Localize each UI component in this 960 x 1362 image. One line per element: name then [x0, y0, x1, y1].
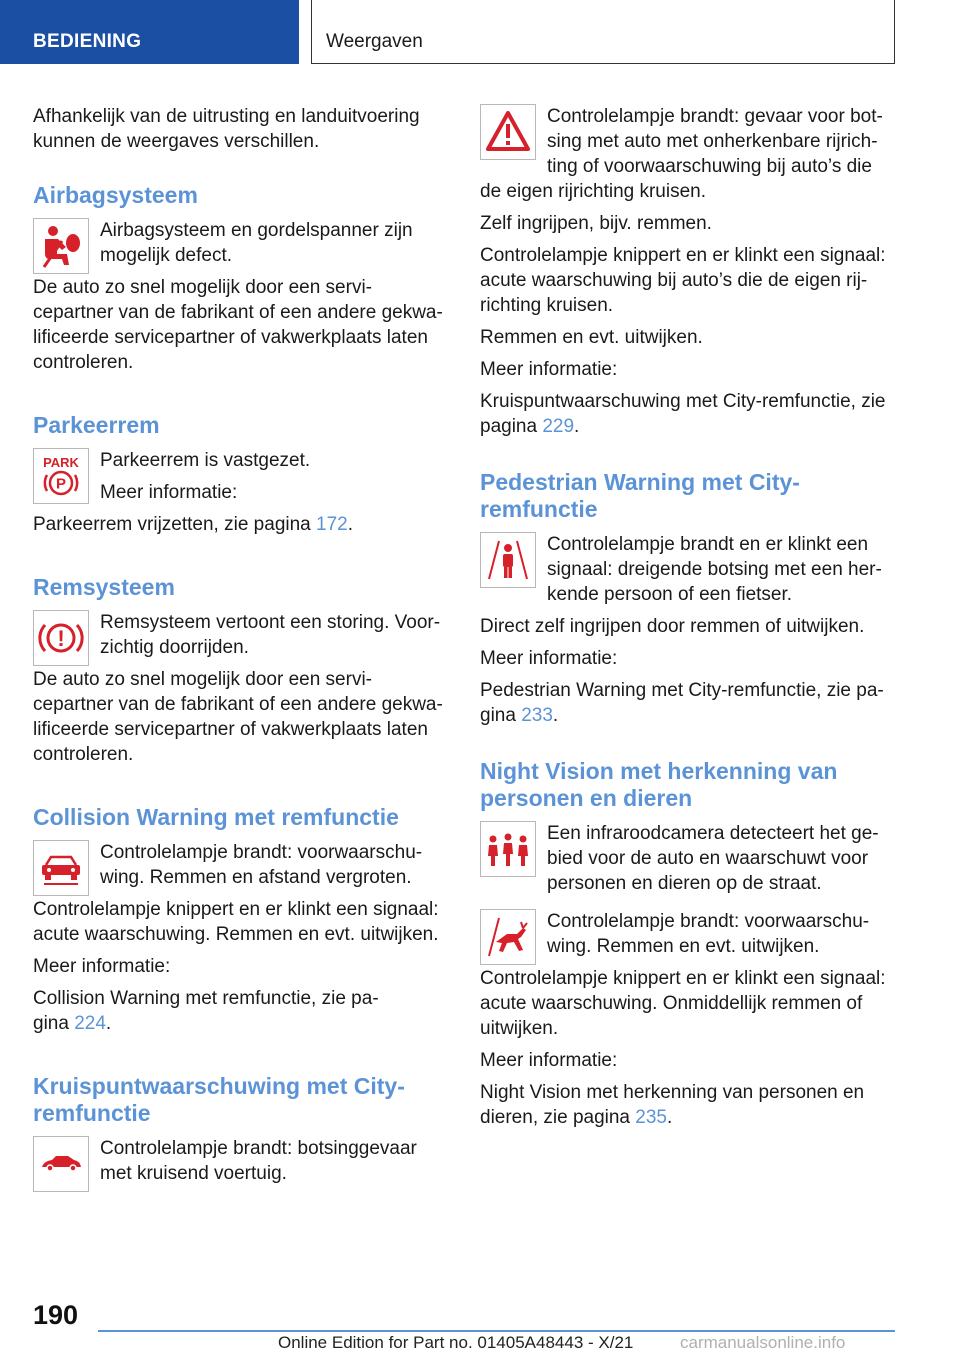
crossing-more: Meer informatie:: [480, 359, 618, 380]
collision-more: Meer informatie:: [33, 956, 171, 977]
warning-triangle-icon: [480, 104, 536, 160]
pedestrian-line2: Direct zelf ingrijpen door remmen of uitwijken.: [480, 616, 865, 637]
parking-line1: Parkeerrem is vastgezet.: [100, 450, 311, 471]
collision-ref: Collision Warning met remfunctie, zie pa- gina 224.: [33, 988, 379, 1034]
parking-ref-text: Parkeerrem vrijzetten, zie pagina: [33, 514, 317, 535]
heading-crossing: [33, 1073, 443, 1127]
page-link-229[interactable]: 229: [542, 416, 575, 437]
night-vision-persons-icon: [480, 821, 536, 877]
footer-edition: Online Edition for Part no. 01405A48443 - X/21: [278, 1333, 634, 1352]
intro-text: Afhankelijk van de uitrusting en landuitvoering kunnen de weergaves verschillen.: [33, 106, 420, 152]
pedestrian-ref: Pedestrian Warning met City-remfunctie, zie pa-gina 233.: [480, 680, 884, 726]
airbag-line1: Airbagsysteem en gordelspanner zijn mogelijk defect.: [100, 220, 413, 266]
night-block-1: [480, 821, 895, 903]
pedestrian-block: [480, 532, 895, 614]
parking-ref: Parkeerrem vrijzetten, zie pagina 172.: [33, 514, 353, 535]
brake-line1: Remsysteem vertoont een storing. Voor-zichtig doorrijden.: [100, 612, 441, 658]
page-link-235[interactable]: 235: [635, 1107, 667, 1128]
heading-pedestrian-b: remfunctie: [480, 496, 598, 522]
heading-pedestrian: [480, 469, 895, 523]
crossing-line4: Controlelampje knippert en er klinkt een signaal: acute waarschuwing bij auto’s die de eigen rij-richting kruisen.: [480, 245, 886, 316]
crossing-block-1: [33, 1136, 443, 1193]
heading-parking: Parkeerrem: [33, 412, 160, 438]
airbag-block: [33, 218, 443, 382]
crossing-line3: Zelf ingrijpen, bijv. remmen.: [480, 213, 712, 234]
night-ref-text: Night Vision met herkenning van personen en dieren, zie pagina: [480, 1082, 865, 1128]
collision-ref-text-a: Collision Warning met remfunctie, zie pa-: [33, 988, 379, 1009]
collision-line1: Controlelampje brandt: voorwaarschu-wing. Remmen en afstand vergroten.: [100, 842, 423, 888]
collision-ref-text-b: gina: [33, 1013, 75, 1034]
crossing-line5: Remmen en evt. uitwijken.: [480, 327, 703, 348]
night-vision-animal-icon: [480, 909, 536, 965]
crossing-ref: Kruispuntwaarschuwing met City-remfunctie, zie pagina 229.: [480, 391, 886, 437]
crossing-ref-text: Kruispuntwaarschuwing met City-remfunctie, zie pagina: [480, 391, 886, 437]
right-column: [480, 104, 895, 1137]
page-link-224[interactable]: 224: [74, 1013, 106, 1034]
pedestrian-more: Meer informatie:: [480, 648, 618, 669]
heading-collision: Collision Warning met remfunctie: [33, 804, 399, 830]
crossing-line1: Controlelampje brandt: botsinggevaar met kruisend voertuig.: [100, 1138, 417, 1184]
heading-crossing-a: Kruispuntwaarschuwing met City-: [33, 1073, 405, 1099]
pedestrian-ref-text: Pedestrian Warning met City-remfunctie, zie pa-gina: [480, 680, 884, 726]
page-number: 190: [33, 1300, 79, 1330]
night-line3: Controlelampje knippert en er klinkt een signaal: acute waarschuwing. Onmiddellijk remmen of uitwijken.: [480, 968, 886, 1039]
page-link-233[interactable]: 233: [521, 705, 553, 726]
section-tab: BEDIENING: [0, 0, 299, 64]
airbag-warning-icon: [33, 218, 89, 274]
page-link-172[interactable]: 172: [316, 514, 348, 535]
park-brake-icon: [33, 448, 89, 504]
night-more: Meer informatie:: [480, 1050, 618, 1071]
airbag-line2: De auto zo snel mogelijk door een servi-cepartner van de fabrikant of een andere gekwa-lificeerde servicepartner of vakwerkplaats laten controleren.: [33, 277, 443, 373]
chapter-title: Weergaven: [311, 0, 895, 64]
collision-car-icon: [33, 840, 89, 896]
night-ref: Night Vision met herkenning van personen en dieren, zie pagina 235.: [480, 1082, 865, 1128]
brake-icon-glyph: !: [57, 626, 65, 651]
parking-more: Meer informatie:: [100, 482, 238, 503]
left-column: [33, 104, 443, 1193]
parking-block: [33, 448, 443, 544]
pedestrian-icon: [480, 532, 536, 588]
footer-rule: [98, 1330, 895, 1332]
heading-pedestrian-a: Pedestrian Warning met City-: [480, 469, 800, 495]
night-line2: Controlelampje brandt: voorwaarschu-wing. Remmen en evt. uitwijken.: [547, 911, 870, 957]
heading-brake: Remsysteem: [33, 574, 175, 600]
crossing-car-icon: [33, 1136, 89, 1192]
heading-airbag: Airbagsysteem: [33, 182, 198, 208]
collision-block: [33, 840, 443, 1043]
park-icon-letter: P: [55, 475, 67, 493]
brake-warning-icon: [33, 610, 89, 666]
pedestrian-line1: Controlelampje brandt en er klinkt een signaal: dreigende botsing met een her-kende persoon of een fietser.: [547, 534, 882, 605]
collision-line2: Controlelampje knippert en er klinkt een signaal: acute waarschuwing. Remmen en evt. uitwijken.: [33, 899, 439, 945]
brake-line2: De auto zo snel mogelijk door een servi-cepartner van de fabrikant of een andere gekwa-lificeerde servicepartner of vakwerkplaats laten controleren.: [33, 669, 443, 765]
watermark: carmanualsonline.info: [680, 1333, 846, 1352]
night-block-2: [480, 909, 895, 966]
heading-crossing-b: remfunctie: [33, 1100, 151, 1126]
crossing-line2: Controlelampje brandt: gevaar voor bot-sing met auto met onherkenbare rijrich-ting of voorwaarschuwing bij auto’s die de eigen rijrichting kruisen.: [480, 106, 883, 202]
heading-night-b: personen en dieren: [480, 785, 693, 811]
park-icon-label: PARK: [43, 455, 79, 470]
heading-night: [480, 758, 895, 812]
night-line1: Een infraroodcamera detecteert het ge-bied voor de auto en waarschuwt voor personen en dieren op de straat.: [547, 823, 879, 894]
heading-night-a: Night Vision met herkenning van: [480, 758, 838, 784]
crossing-block-2: [480, 104, 895, 211]
brake-block: [33, 610, 443, 774]
